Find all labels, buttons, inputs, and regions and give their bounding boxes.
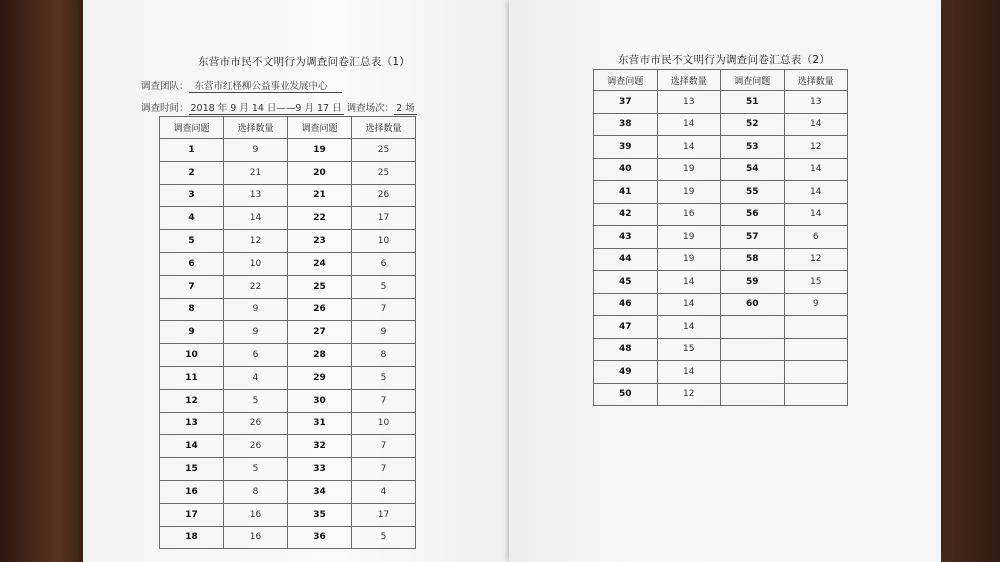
question-number-cell: 22 [288,207,352,230]
question-number-cell: 26 [288,298,352,321]
selection-count-cell: 13 [657,91,721,114]
question-number-cell: 21 [288,184,352,207]
selection-count-cell: 8 [352,344,416,367]
survey-table-1 [159,116,416,549]
question-number-cell: 58 [721,248,785,271]
selection-count-cell: 12 [784,248,848,271]
selection-count-cell [784,361,848,384]
table-row [594,113,848,136]
sheet-2-title: 东营市市民不文明行为调查问卷汇总表（2） [618,54,831,66]
selection-count-cell: 12 [657,383,721,406]
table-row [160,298,416,321]
question-number-cell: 56 [721,203,785,226]
table-row [160,366,416,389]
question-number-cell: 35 [288,503,352,526]
selection-count-cell: 14 [224,207,288,230]
selection-count-cell: 14 [784,113,848,136]
header-count: 选择数量 [784,70,848,91]
question-number-cell: 54 [721,158,785,181]
selection-count-cell: 5 [352,526,416,549]
table-row [594,293,848,316]
selection-count-cell: 14 [657,361,721,384]
selection-count-cell: 14 [657,293,721,316]
table-body [594,91,848,406]
survey-time-line [141,100,417,114]
selection-count-cell: 10 [352,230,416,253]
selection-count-cell: 7 [352,389,416,412]
selection-count-cell: 7 [352,298,416,321]
table-row [594,158,848,181]
table-row [160,252,416,275]
question-number-cell [721,316,785,339]
header-count: 选择数量 [657,70,721,91]
table-row [594,91,848,114]
selection-count-cell: 13 [784,91,848,114]
selection-count-cell [784,383,848,406]
table-header-row [160,117,416,139]
question-number-cell: 50 [594,383,658,406]
question-number-cell: 59 [721,271,785,294]
selection-count-cell: 5 [224,458,288,481]
table-row [160,230,416,253]
question-number-cell: 37 [594,91,658,114]
question-number-cell: 16 [160,480,224,503]
time-value: 2018 年 9 月 14 日——9 月 17 日 [190,103,342,114]
selection-count-cell: 14 [784,181,848,204]
selection-count-cell: 19 [657,248,721,271]
question-number-cell: 10 [160,344,224,367]
question-number-cell: 18 [160,526,224,549]
question-number-cell: 19 [288,139,352,162]
question-number-cell: 57 [721,226,785,249]
question-number-cell: 25 [288,275,352,298]
selection-count-cell: 9 [224,298,288,321]
header-count: 选择数量 [352,117,416,139]
selection-count-cell: 5 [352,275,416,298]
question-number-cell: 49 [594,361,658,384]
question-number-cell: 17 [160,503,224,526]
survey-table-2 [593,69,848,406]
time-label: 调查时间： [141,103,189,114]
session-value: 2 场 [396,103,415,114]
table-body [160,139,416,549]
question-number-cell: 34 [288,480,352,503]
selection-count-cell: 6 [352,252,416,275]
question-number-cell: 3 [160,184,224,207]
table-row [160,458,416,481]
session-label: 调查场次： [346,103,395,114]
selection-count-cell: 19 [657,158,721,181]
selection-count-cell: 7 [352,435,416,458]
selection-count-cell: 12 [224,230,288,253]
question-number-cell: 47 [594,316,658,339]
question-number-cell: 41 [594,181,658,204]
selection-count-cell: 16 [224,526,288,549]
question-number-cell: 23 [288,230,352,253]
selection-count-cell: 22 [224,275,288,298]
question-number-cell: 45 [594,271,658,294]
question-number-cell: 27 [288,321,352,344]
selection-count-cell: 10 [224,252,288,275]
selection-count-cell: 26 [224,412,288,435]
table-row [594,383,848,406]
selection-count-cell: 19 [657,181,721,204]
selection-count-cell: 16 [224,503,288,526]
selection-count-cell: 15 [784,271,848,294]
selection-count-cell: 6 [224,344,288,367]
selection-count-cell: 4 [224,366,288,389]
header-question: 调查问题 [721,70,785,91]
selection-count-cell: 6 [784,226,848,249]
question-number-cell: 1 [160,139,224,162]
survey-sheet-1 [83,0,511,562]
selection-count-cell: 5 [224,389,288,412]
selection-count-cell: 12 [784,136,848,159]
table-row [160,161,416,184]
table-row [160,480,416,503]
selection-count-cell: 19 [657,226,721,249]
question-number-cell: 52 [721,113,785,136]
selection-count-cell [784,338,848,361]
question-number-cell: 40 [594,158,658,181]
selection-count-cell: 14 [784,158,848,181]
table-row [160,184,416,207]
table-row [160,139,416,162]
selection-count-cell: 17 [352,503,416,526]
selection-count-cell: 21 [224,161,288,184]
selection-count-cell: 14 [657,271,721,294]
team-label: 调查团队： [141,81,189,92]
header-question: 调查问题 [594,70,658,91]
selection-count-cell: 17 [352,207,416,230]
table-row [594,338,848,361]
question-number-cell: 39 [594,136,658,159]
table-row [160,503,416,526]
table-row [594,271,848,294]
survey-sheet-2 [509,0,941,562]
question-number-cell [721,383,785,406]
question-number-cell: 33 [288,458,352,481]
selection-count-cell: 8 [224,480,288,503]
selection-count-cell: 26 [352,184,416,207]
question-number-cell: 43 [594,226,658,249]
question-number-cell: 11 [160,366,224,389]
question-number-cell: 7 [160,275,224,298]
question-number-cell: 2 [160,161,224,184]
selection-count-cell: 25 [352,139,416,162]
selection-count-cell: 10 [352,412,416,435]
team-value: 东营市红柽柳公益事业发展中心 [189,81,342,93]
question-number-cell [721,338,785,361]
question-number-cell: 5 [160,230,224,253]
question-number-cell [721,361,785,384]
selection-count-cell: 4 [352,480,416,503]
question-number-cell: 15 [160,458,224,481]
question-number-cell: 24 [288,252,352,275]
table-row [594,181,848,204]
selection-count-cell: 13 [224,184,288,207]
table-row [160,526,416,549]
question-number-cell: 55 [721,181,785,204]
header-question: 调查问题 [288,117,352,139]
table-row [594,203,848,226]
question-number-cell: 6 [160,252,224,275]
selection-count-cell: 15 [657,338,721,361]
question-number-cell: 36 [288,526,352,549]
table-row [594,248,848,271]
question-number-cell: 28 [288,344,352,367]
table-header-row [594,70,848,91]
selection-count-cell: 25 [352,161,416,184]
table-row [594,316,848,339]
selection-count-cell: 14 [657,136,721,159]
question-number-cell: 32 [288,435,352,458]
question-number-cell: 44 [594,248,658,271]
question-number-cell: 48 [594,338,658,361]
table-row [160,207,416,230]
header-question: 调查问题 [160,117,224,139]
selection-count-cell: 14 [657,316,721,339]
table-row [160,321,416,344]
selection-count-cell: 5 [352,366,416,389]
table-row [160,389,416,412]
table-row [160,344,416,367]
question-number-cell: 12 [160,389,224,412]
question-number-cell: 4 [160,207,224,230]
question-number-cell: 14 [160,435,224,458]
selection-count-cell: 9 [224,321,288,344]
selection-count-cell: 26 [224,435,288,458]
question-number-cell: 20 [288,161,352,184]
survey-team-line [141,78,342,92]
table-row [594,361,848,384]
selection-count-cell: 14 [657,113,721,136]
question-number-cell: 13 [160,412,224,435]
selection-count-cell [784,316,848,339]
selection-count-cell: 7 [352,458,416,481]
question-number-cell: 46 [594,293,658,316]
question-number-cell: 53 [721,136,785,159]
selection-count-cell: 14 [784,203,848,226]
question-number-cell: 60 [721,293,785,316]
table-row [160,435,416,458]
header-count: 选择数量 [224,117,288,139]
question-number-cell: 29 [288,366,352,389]
question-number-cell: 38 [594,113,658,136]
question-number-cell: 31 [288,412,352,435]
table-row [160,412,416,435]
question-number-cell: 51 [721,91,785,114]
selection-count-cell: 9 [224,139,288,162]
question-number-cell: 42 [594,203,658,226]
question-number-cell: 9 [160,321,224,344]
table-row [160,275,416,298]
selection-count-cell: 9 [784,293,848,316]
question-number-cell: 30 [288,389,352,412]
selection-count-cell: 9 [352,321,416,344]
table-row [594,226,848,249]
question-number-cell: 8 [160,298,224,321]
selection-count-cell: 16 [657,203,721,226]
sheet-1-title: 东营市市民不文明行为调查问卷汇总表（1） [198,56,411,68]
table-row [594,136,848,159]
